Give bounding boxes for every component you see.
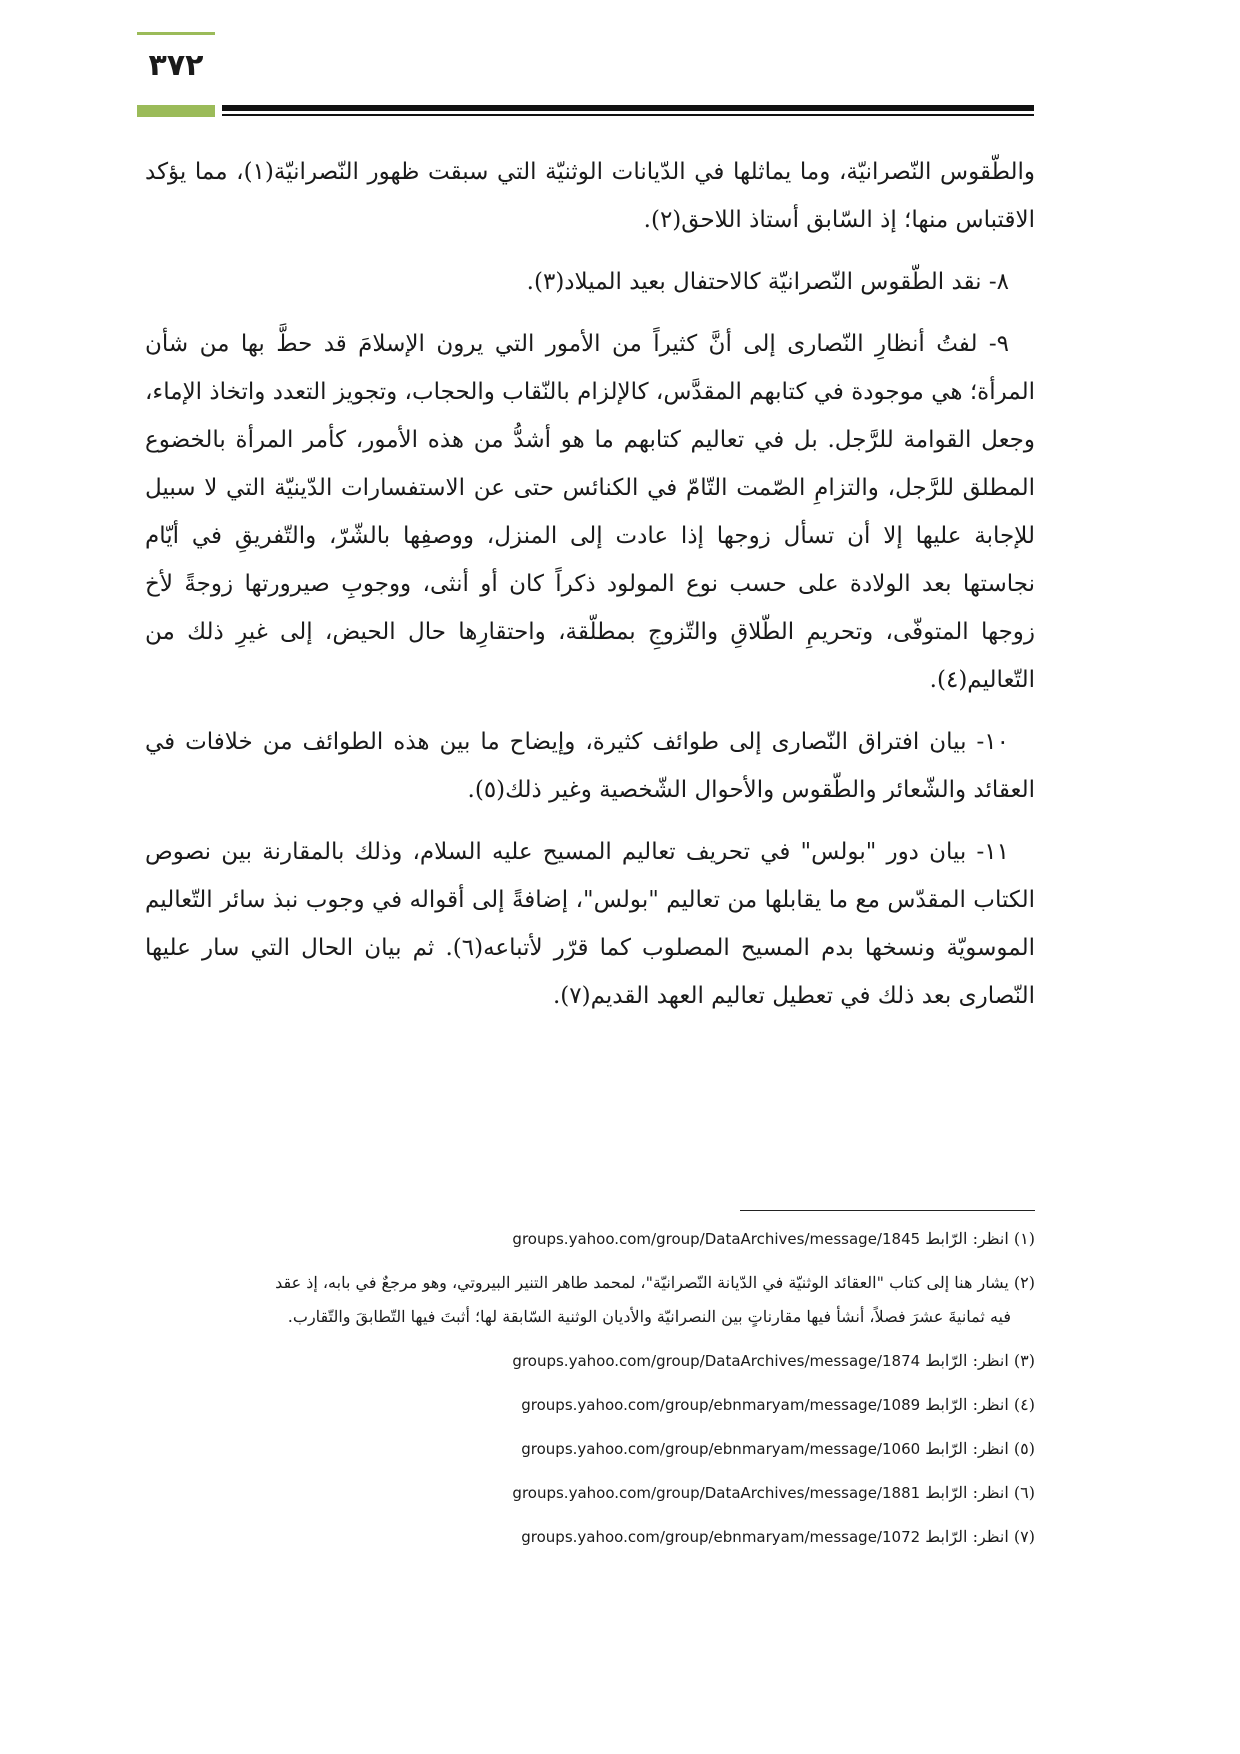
paragraph: ١٠- بيان افتراق النّصارى إلى طوائف كثيرة، وإيضاح ما بين هذه الطوائف من خلافات في العقائد والشّعائر والطّقوس والأحوال الشّخصية وغير ذلك(٥). — [145, 729, 1035, 803]
footnote-3 — [145, 1344, 1035, 1378]
footnote-text: (٢) يشار هنا إلى كتاب "العقائد الوثنيّة في الدّيانة النّصرانيّة"، لمحمد طاهر التنير البيروتي، وهو مرجعٌ في بابه، إذ عقد — [275, 1273, 1035, 1292]
footnote-link[interactable]: groups.yahoo.com/group/DataArchives/message/1881 — [512, 1484, 921, 1502]
footnotes — [145, 1222, 1035, 1564]
paragraph: والطّقوس النّصرانيّة، وما يماثلها في الدّيانات الوثنيّة التي سبقت ظهور النّصرانيّة(١)، مما يؤكد الاقتباس منها؛ إذ السّابق أستاذ اللاحق(٢). — [145, 159, 1035, 233]
footnote-label: (٣) انظر: الرّابط — [925, 1351, 1035, 1370]
footnote-label: (٧) انظر: الرّابط — [925, 1527, 1035, 1546]
footnote-2 — [145, 1266, 1035, 1334]
header-green-bar — [137, 105, 215, 117]
paragraph: ٩- لفتُ أنظارِ النّصارى إلى أنَّ كثيراً من الأمور التي يرون الإسلامَ قد حطَّ بها من شأن المرأة؛ هي موجودة في كتابهم المقدَّس، كالإلزام بالنّقاب والحجاب، وتجويز التعدد واتخاذ الإماء، وجعل القوامة للرَّجل. بل في تعاليم كتابهم ما هو أشدُّ من هذه الأمور، كأمر المرأة بالخضوع المطلق للرَّجل، والتزامِ الصّمت التّامّ في الكنائس حتى عن الاستفسارات الدّينيّة التي لا سبيل للإجابة عليها إلا أن تسأل زوجها إذا عادت إلى المنزل، ووصفِها بالشّرّ، والتّفريقِ في أيّام نجاستها بعد الولادة على حسب نوع المولود ذكراً كان أو أنثى، ووجوبِ صيرورتها زوجةً لأخ زوجها المتوفّى، وتحريمِ الطّلاقِ والتّزوجِ بمطلّقة، واحتقارِها حال الحيض، إلى غيرِ ذلك من التّعاليم(٤). — [145, 331, 1035, 693]
footnote-link[interactable]: groups.yahoo.com/group/DataArchives/message/1845 — [512, 1230, 921, 1248]
footnote-text-continued: فيه ثمانيةَ عشرَ فصلاً، أنشأ فيها مقارناتٍ بين النصرانيّة والأديان الوثنية السّابقة لها؛ أثبتَ فيها التّطابقَ والتّقارب. — [287, 1307, 1011, 1326]
footnote-link[interactable]: groups.yahoo.com/group/ebnmaryam/message/1089 — [521, 1396, 921, 1414]
footnote-1 — [145, 1222, 1035, 1256]
footnote-label: (٤) انظر: الرّابط — [925, 1395, 1035, 1414]
body-text — [145, 148, 1035, 1034]
paragraph: ١١- بيان دور "بولس" في تحريف تعاليم المسيح عليه السلام، وذلك بالمقارنة بين نصوص الكتاب المقدّس مع ما يقابلها من تعاليم "بولس"، إضافةً إلى أقواله في وجوب نبذ سائر التّعاليم الموسويّة ونسخها بدم المسيح المصلوب كما قرّر لأتباعه(٦). ثم بيان الحال التي سار عليها النّصارى بعد ذلك في تعطيل تعاليم العهد القديم(٧). — [145, 839, 1035, 1009]
footnote-7 — [145, 1520, 1035, 1554]
footnote-label: (١) انظر: الرّابط — [925, 1229, 1035, 1248]
footnote-link[interactable]: groups.yahoo.com/group/ebnmaryam/message/1060 — [521, 1440, 921, 1458]
footnote-label: (٦) انظر: الرّابط — [925, 1483, 1035, 1502]
header-rule-thick — [222, 105, 1034, 111]
footnote-link[interactable]: groups.yahoo.com/group/DataArchives/message/1874 — [512, 1352, 921, 1370]
footnote-link[interactable]: groups.yahoo.com/group/ebnmaryam/message/1072 — [521, 1528, 921, 1546]
header-top-accent — [137, 32, 215, 35]
footnote-5 — [145, 1432, 1035, 1466]
footnote-separator — [740, 1210, 1035, 1211]
header-rule-thin — [222, 114, 1034, 116]
paragraph: ٨- نقد الطّقوس النّصرانيّة كالاحتفال بعيد الميلاد(٣). — [526, 269, 1009, 295]
footnote-label: (٥) انظر: الرّابط — [925, 1439, 1035, 1458]
footnote-4 — [145, 1388, 1035, 1422]
page-number: ٣٧٢ — [148, 48, 204, 83]
footnote-6 — [145, 1476, 1035, 1510]
